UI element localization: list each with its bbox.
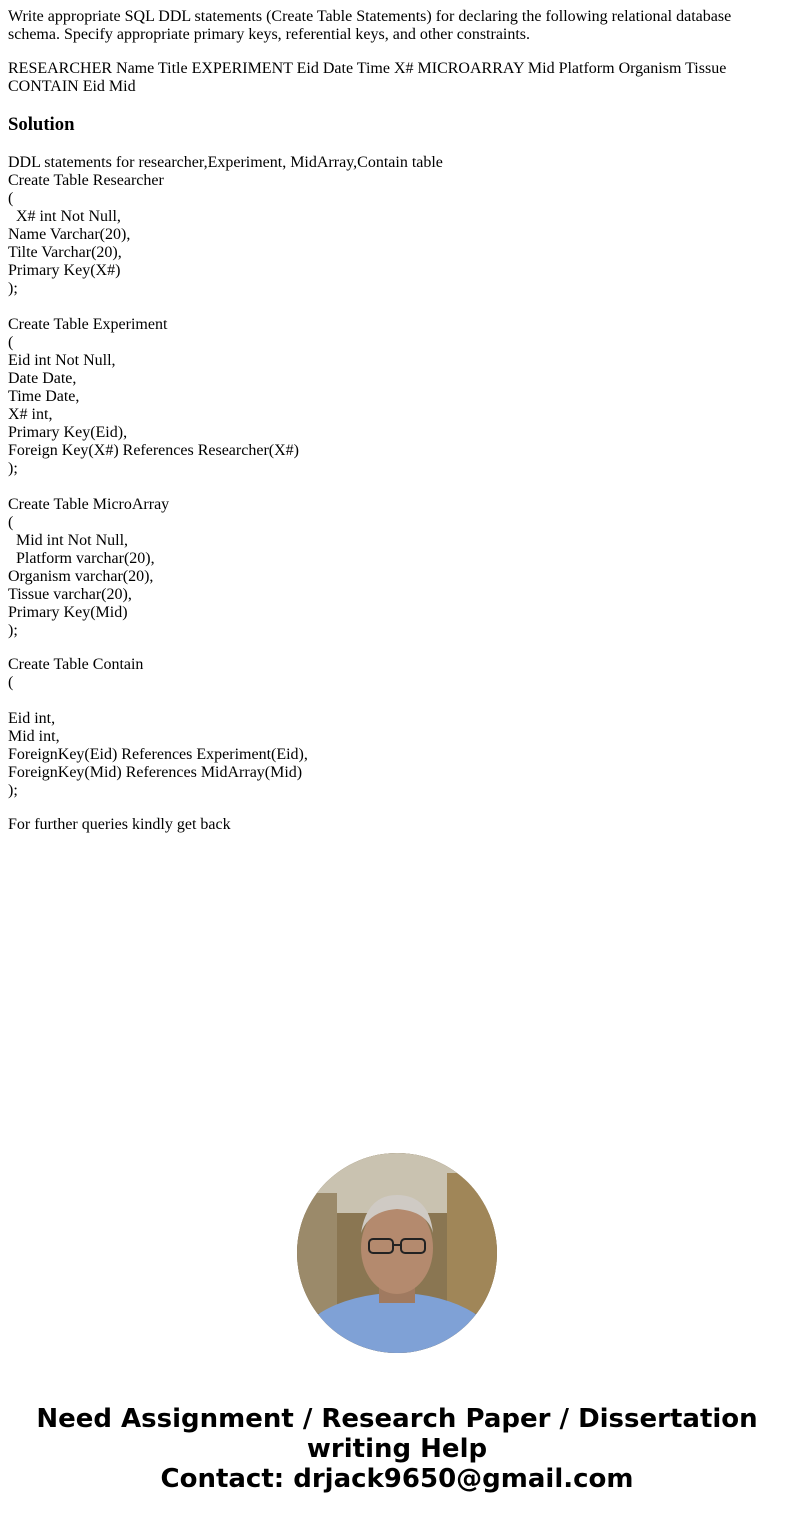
code-line: Primary Key(Eid),	[8, 424, 128, 441]
code-line: Platform varchar(20),	[8, 550, 155, 567]
code-line: Eid int Not Null,	[8, 352, 116, 369]
author-avatar	[297, 1153, 497, 1353]
code-line: ForeignKey(Eid) References Experiment(Eid),	[8, 746, 308, 763]
question-text: Write appropriate SQL DDL statements (Create Table Statements) for declaring the following relational database schema. Specify appropriate primary keys, referential keys, and other constraints.	[8, 8, 732, 43]
promo-line-2: writing Help	[306, 1434, 488, 1464]
solution-body	[8, 154, 786, 834]
solution-paragraph	[8, 154, 786, 640]
code-line: Primary Key(X#)	[8, 262, 121, 279]
code-line: Tissue varchar(20),	[8, 586, 132, 603]
code-line: (	[8, 674, 14, 691]
code-line: X# int Not Null,	[8, 208, 121, 225]
code-line: );	[8, 782, 18, 799]
code-line	[8, 478, 786, 496]
author-photo	[297, 1153, 497, 1353]
code-line	[8, 298, 786, 316]
question-schema: RESEARCHER Name Title EXPERIMENT Eid Date Time X# MICROARRAY Mid Platform Organism Tissue CONTAIN Eid Mid	[8, 60, 727, 95]
code-line: Eid int,	[8, 710, 56, 727]
code-line: Tilte Varchar(20),	[8, 244, 122, 261]
code-line: );	[8, 460, 18, 477]
code-line: Create Table Experiment	[8, 316, 168, 333]
promo-banner	[0, 1404, 794, 1494]
code-line: Mid int,	[8, 728, 60, 745]
code-line: Foreign Key(X#) References Researcher(X#)	[8, 442, 299, 459]
code-line: Create Table Researcher	[8, 172, 164, 189]
code-line: X# int,	[8, 406, 53, 423]
code-line: );	[8, 622, 18, 639]
code-line: Date Date,	[8, 370, 77, 387]
code-line: Create Table Contain	[8, 656, 144, 673]
code-line: Primary Key(Mid)	[8, 604, 128, 621]
code-line: Mid int Not Null,	[8, 532, 129, 549]
code-line: For further queries kindly get back	[8, 816, 231, 833]
promo-contact: Contact: drjack9650@gmail.com	[160, 1464, 634, 1494]
code-line: Organism varchar(20),	[8, 568, 154, 585]
code-line	[8, 692, 786, 710]
promo-line-1: Need Assignment / Research Paper / Dissertation	[36, 1404, 758, 1434]
solution-paragraph	[8, 656, 786, 800]
code-line: ForeignKey(Mid) References MidArray(Mid)	[8, 764, 303, 781]
code-line: Time Date,	[8, 388, 80, 405]
code-line: Create Table MicroArray	[8, 496, 170, 513]
code-line: Name Varchar(20),	[8, 226, 131, 243]
code-line: (	[8, 190, 14, 207]
code-line: );	[8, 280, 18, 297]
solution-paragraph	[8, 816, 786, 834]
solution-heading: Solution	[8, 114, 75, 135]
code-line: DDL statements for researcher,Experiment, MidArray,Contain table	[8, 154, 443, 171]
code-line: (	[8, 514, 14, 531]
code-line: (	[8, 334, 14, 351]
